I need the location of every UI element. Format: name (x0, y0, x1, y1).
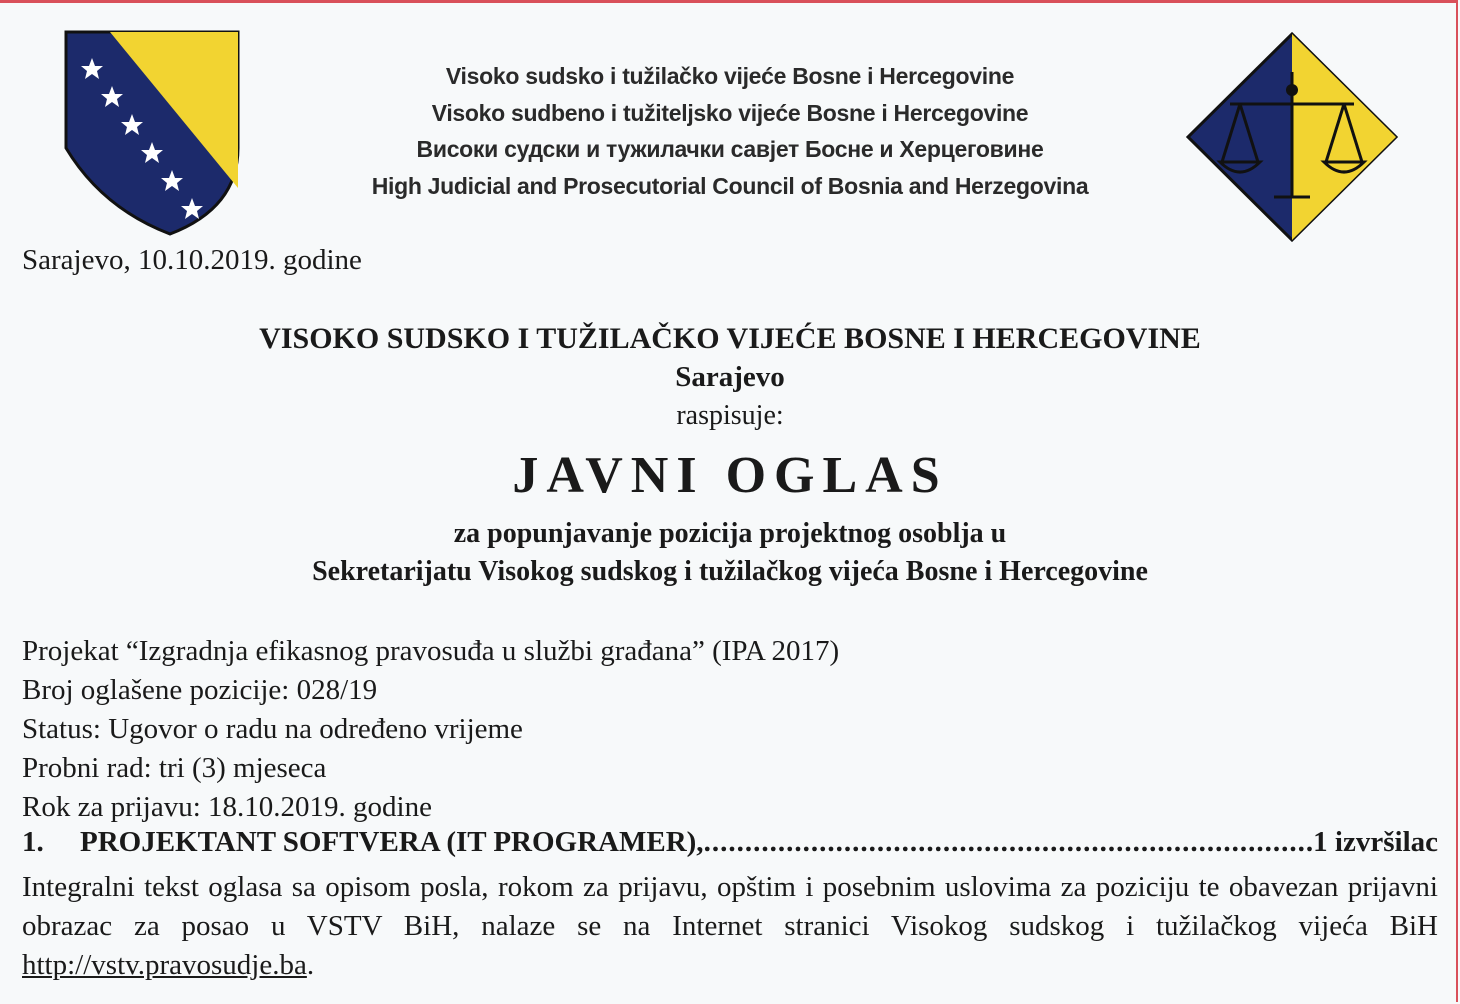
body-end: . (306, 949, 315, 981)
position-entry (22, 826, 1438, 866)
coat-of-arms-logo (62, 28, 242, 240)
probation-line: Probni rad: tri (3) mjeseca (22, 752, 327, 784)
announcement-details (22, 632, 839, 827)
organization-title: VISOKO SUDSKO I TUŽILAČKO VIJEĆE BOSNE I HERCEGOVINE (259, 322, 1201, 355)
deadline-line: Rok za prijavu: 18.10.2019. godine (22, 791, 432, 823)
letterhead (0, 0, 1460, 245)
name-croatian: Visoko sudbeno i tužiteljsko vijeće Bosne i Hercegovine (431, 99, 1029, 126)
position-number-line: Broj oglašene pozicije: 028/19 (22, 674, 378, 706)
announces-text: raspisuje: (676, 400, 784, 431)
document-date: Sarajevo, 10.10.2019. godine (22, 244, 362, 276)
scales-of-justice-logo (1186, 32, 1398, 242)
subtitle-line-1: za popunjavanje pozicija projektnog osoblja u (453, 518, 1007, 549)
position-count: 1 izvršilac (1313, 826, 1438, 858)
position-title: PROJEKTANT SOFTVERA (IT PROGRAMER), (80, 826, 704, 858)
announcement-body (22, 868, 1438, 985)
name-serbian: Високи судски и тужилачки савјет Босне и Херцеговине (416, 136, 1044, 162)
status-line: Status: Ugovor o radu na određeno vrijeme (22, 713, 523, 745)
main-title: JAVNI OGLAS (512, 447, 948, 504)
institution-names (300, 58, 1160, 204)
position-number: 1. (22, 826, 44, 858)
project-line: Projekat “Izgradnja efikasnog pravosuđa u službi građana” (IPA 2017) (22, 635, 840, 667)
name-bosnian: Visoko sudsko i tužilačko vijeće Bosne i Hercegovine (445, 63, 1015, 89)
subtitle-line-2: Sekretarijatu Visokog sudskog i tužilačkog vijeća Bosne i Hercegovine (312, 556, 1148, 587)
organization-city: Sarajevo (675, 361, 785, 393)
body-text: Integralni tekst oglasa sa opisom posla, rokom za prijavu, opštim i posebnim uslovima za poziciju te obavezan prijavni obrazac za posao u VSTV BiH, nalaze se na Internet stranici Visokog sudskog i tužilačkog vijeća BiH (22, 871, 1438, 942)
dot-leader (704, 826, 1314, 859)
website-link[interactable]: http://vstv.pravosudje.ba (22, 949, 307, 981)
name-english: High Judicial and Prosecutorial Council of Bosnia and Herzegovina (371, 172, 1089, 199)
